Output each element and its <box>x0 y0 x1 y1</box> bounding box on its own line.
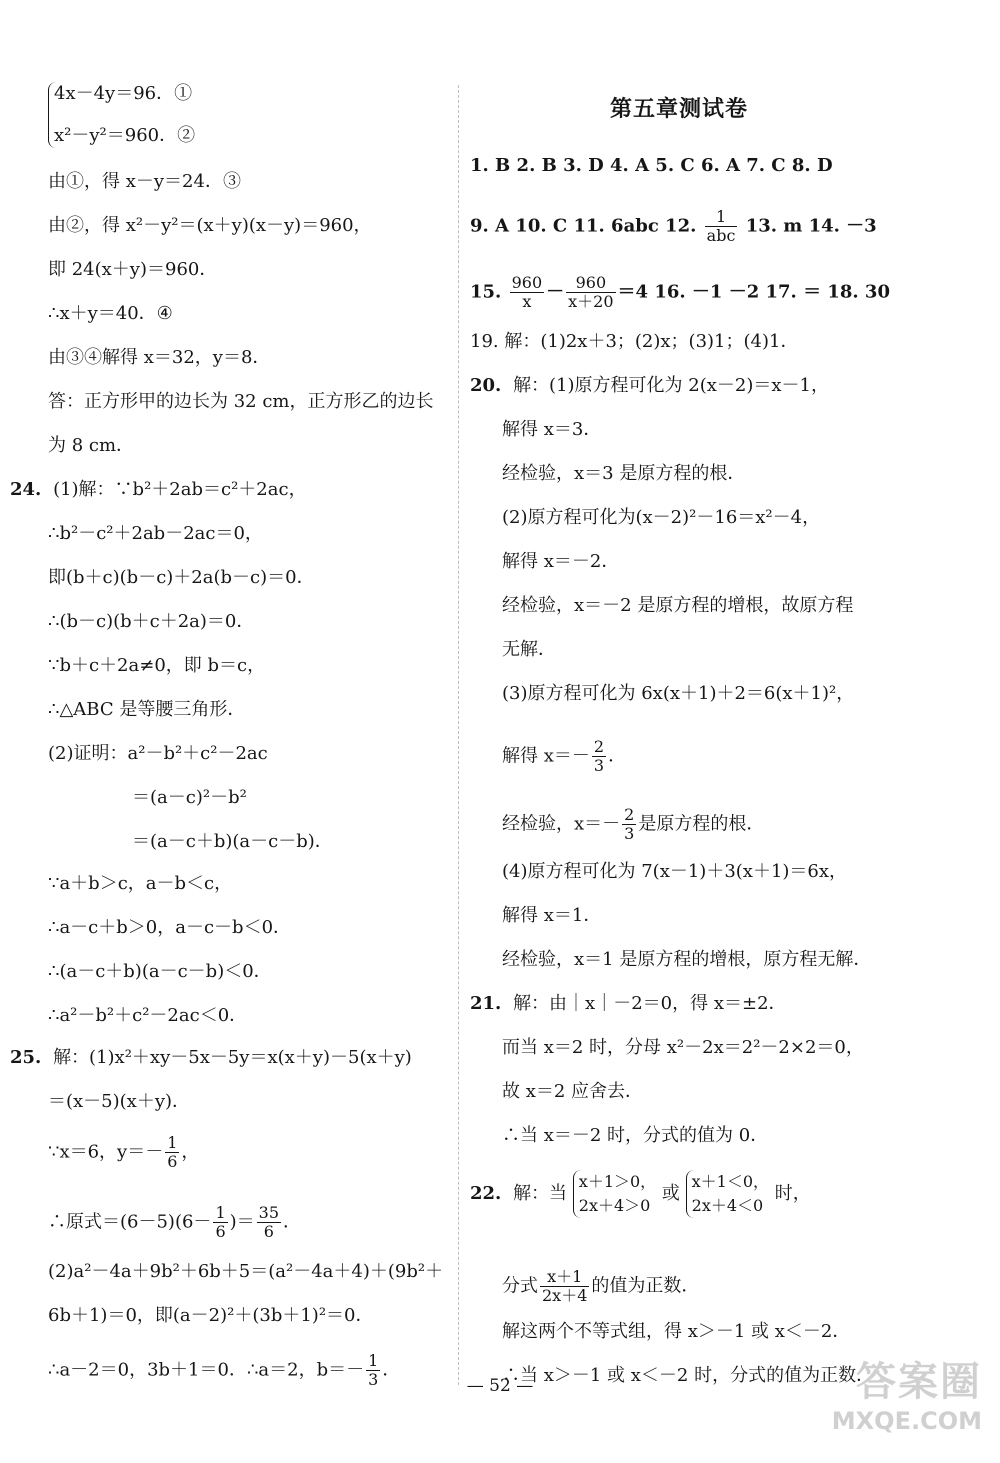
fraction-numerator: 1 <box>215 1203 226 1222</box>
text-line: ＝(x－5)(x＋y)． <box>48 1091 191 1112</box>
question-25 <box>10 1046 412 1070</box>
text-line: 解：(1)原方程可化为 2(x－2)＝x－1， <box>513 375 829 396</box>
text-line: ＝(a－c＋b)(a－c－b)． <box>132 831 333 852</box>
question-20 <box>470 374 829 398</box>
watermark-url: MXQE.COM <box>831 1407 982 1435</box>
text-segment: 经检验，x＝－ <box>502 813 621 835</box>
text-segment: ． <box>382 1359 401 1381</box>
answer-row <box>470 208 877 245</box>
text-segment: 时， <box>774 1183 811 1204</box>
fraction <box>592 738 606 775</box>
text-line-with-fraction <box>470 806 764 843</box>
inequality-system <box>573 1170 656 1218</box>
question-24 <box>10 478 307 502</box>
text-line: ∴当 x＞－1 或 x＜－2 时，分式的值为正数． <box>502 1365 875 1386</box>
fraction <box>566 274 615 311</box>
text-line: 由②，得 x²－y²＝(x＋y)(x－y)＝960， <box>48 215 372 236</box>
text-line: (3)原方程可化为 6x(x＋1)＋2＝6(x＋1)²， <box>502 683 855 704</box>
text-line: ∴a－c＋b＞0，a－c－b＜0． <box>48 917 292 938</box>
fraction-denominator: x＋20 <box>568 292 614 311</box>
fraction <box>165 1134 179 1171</box>
fraction-denominator: 3 <box>624 824 635 843</box>
fraction-denominator: abc <box>706 226 736 245</box>
text-segment: 分式 <box>502 1275 538 1297</box>
question-number: 20. <box>470 375 502 396</box>
text-line: ∴a²－b²＋c²－2ac＜0． <box>48 1005 248 1026</box>
text-segment: 15. <box>470 281 502 303</box>
fraction-numerator: 2 <box>624 805 635 824</box>
text-segment: ． <box>608 745 627 767</box>
fraction-denominator: 2x＋4 <box>542 1286 588 1305</box>
text-line: 故 x＝2 应舍去． <box>502 1081 644 1102</box>
text-segment: ∴原式＝(6－5)(6－ <box>48 1211 212 1233</box>
text-line: 即 24(x＋y)＝960． <box>48 259 218 280</box>
text-line: ∵a＋b＞c，a－b＜c， <box>48 873 233 894</box>
fraction-numerator: 1 <box>167 1133 178 1152</box>
text-line: 为 8 cm． <box>48 435 135 456</box>
text-segment: )＝ <box>229 1211 255 1233</box>
text-line: 由③④解得 x＝32，y＝8． <box>48 347 271 368</box>
text-line: (2)a²－4a＋9b²＋6b＋5＝(a²－4a＋4)＋(9b²＋ <box>48 1261 444 1282</box>
text-segment: ． <box>283 1211 302 1233</box>
fraction <box>213 1204 227 1241</box>
text-segment: 9. A 10. C 11. 6abc 12. <box>470 215 697 237</box>
text-line: 而当 x＝2 时，分母 x²－2x＝2²－2×2＝0， <box>502 1037 864 1058</box>
text-line: 6b＋1)＝0，即(a－2)²＋(3b＋1)²＝0． <box>48 1305 374 1326</box>
text-line: ∴x＋y＝40．④ <box>48 303 173 324</box>
text-line: (4)原方程可化为 7(x－1)＋3(x＋1)＝6x， <box>502 861 848 882</box>
text-line: ∴(b－c)(b＋c＋2a)＝0． <box>48 611 255 632</box>
text-segment: 或 <box>661 1183 680 1204</box>
text-line: ＝(a－c)²－b² <box>132 787 247 808</box>
inequality: x＋1＞0， <box>578 1172 657 1191</box>
text-line: ∴b²－c²＋2ab－2ac＝0， <box>48 523 263 544</box>
answer-row <box>470 274 890 311</box>
text-segment: 解：当 <box>513 1183 568 1204</box>
column-divider <box>458 85 459 1385</box>
text-line: 答：正方形甲的边长为 32 cm，正方形乙的边长 <box>48 391 434 412</box>
text-line: 解：由｜x｜－2＝0，得 x＝±2． <box>513 993 787 1014</box>
text-line: 经检验，x＝1 是原方程的增根，原方程无解． <box>502 949 872 970</box>
page-number: — 52 — <box>466 1376 534 1396</box>
inequality: x＋1＜0， <box>691 1172 770 1191</box>
watermark-logo <box>832 1350 982 1435</box>
text-segment: 是原方程的根． <box>638 813 765 835</box>
fraction-numerator: x＋1 <box>540 1268 589 1287</box>
text-line: ∴当 x＝－2 时，分式的值为 0． <box>502 1125 769 1146</box>
text-segment: ∴a－2＝0，3b＋1＝0．∴a＝2，b＝－ <box>48 1359 365 1381</box>
text-segment: － <box>546 281 565 303</box>
text-segment: ∵x＝6，y＝－ <box>48 1141 164 1163</box>
fraction-numerator: 1 <box>368 1351 379 1370</box>
question-number: 22. <box>470 1183 502 1204</box>
text-line: ∵b＋c＋2a≠0，即 b＝c， <box>48 655 266 676</box>
text-line: (2)原方程可化为(x－2)²－16＝x²－4， <box>502 507 821 528</box>
question-number: 25. <box>10 1047 42 1068</box>
chapter-title: 第五章测试卷 <box>610 97 749 122</box>
fraction <box>622 806 636 843</box>
inequality: 2x＋4＞0 <box>578 1196 651 1215</box>
fraction-numerator: 960 <box>511 273 543 292</box>
text-segment: ， <box>181 1141 200 1163</box>
watermark-text: 答案圈 <box>856 1359 982 1405</box>
fraction-numerator: 960 <box>566 274 615 293</box>
fraction-denominator: x <box>522 292 532 311</box>
text-line: 经检验，x＝－2 是原方程的增根，故原方程 <box>502 595 854 616</box>
text-line: ∴△ABC 是等腰三角形． <box>48 699 246 720</box>
question-22 <box>470 1170 811 1218</box>
question-number: 24. <box>10 479 42 500</box>
fraction <box>540 1268 589 1305</box>
text-line: (1)解：∵b²＋2ab＝c²＋2ac， <box>53 479 307 500</box>
text-line-with-fraction <box>48 1134 199 1171</box>
fraction-denominator: 3 <box>593 756 605 775</box>
text-line-with-fraction <box>470 738 626 775</box>
text-segment: 13. m 14. －3 <box>745 215 877 237</box>
text-line: 无解． <box>502 639 556 660</box>
text-line: 经检验，x＝3 是原方程的根． <box>502 463 746 484</box>
inequality: 2x＋4＜0 <box>691 1196 764 1215</box>
fraction-numerator: 2 <box>593 737 605 756</box>
fraction <box>705 208 738 245</box>
fraction-denominator: 3 <box>368 1370 379 1389</box>
text-segment: 的值为正数． <box>591 1275 700 1297</box>
text-line: 由①，得 x－y＝24．③ <box>48 171 241 192</box>
answer-row: 1. B 2. B 3. D 4. A 5. C 6. A 7. C 8. D <box>470 155 833 176</box>
fraction <box>257 1204 281 1241</box>
text-line: ∴(a－c＋b)(a－c－b)＜0． <box>48 961 272 982</box>
text-line: (2)证明：a²－b²＋c²－2ac <box>48 743 268 764</box>
text-line: 解得 x＝3． <box>502 419 602 440</box>
fraction-numerator: 35 <box>258 1203 280 1222</box>
system-eq-2: x²－y²＝960．② <box>54 125 196 146</box>
fraction-numerator: 1 <box>705 208 738 227</box>
system-eq-1: 4x－4y＝96．① <box>54 83 193 104</box>
text-segment: ＝4 16. －1 －2 17. ＝ 18. 30 <box>617 281 890 303</box>
fraction-denominator: 6 <box>215 1222 226 1241</box>
text-line: 19. 解：(1)2x＋3；(2)x；(3)1；(4)1． <box>470 331 799 352</box>
inequality-system <box>686 1170 769 1218</box>
text-line-with-fraction <box>470 1268 699 1305</box>
text-segment: 解得 x＝－ <box>502 745 590 767</box>
text-line: 即(b＋c)(b－c)＋2a(b－c)＝0． <box>48 567 315 588</box>
fraction <box>510 274 545 311</box>
text-line-with-fraction <box>48 1204 301 1241</box>
fraction-denominator: 6 <box>167 1152 178 1171</box>
text-line: 解这两个不等式组，得 x＞－1 或 x＜－2． <box>502 1321 851 1342</box>
fraction-denominator: 6 <box>263 1222 274 1241</box>
text-line: 解得 x＝－2． <box>502 551 620 572</box>
question-number: 21. <box>470 993 502 1014</box>
text-line: 解：(1)x²＋xy－5x－5y＝x(x＋y)－5(x＋y) <box>53 1047 412 1068</box>
text-line: 解得 x＝1． <box>502 905 602 926</box>
question-21 <box>470 992 787 1016</box>
equation-system <box>48 82 195 148</box>
